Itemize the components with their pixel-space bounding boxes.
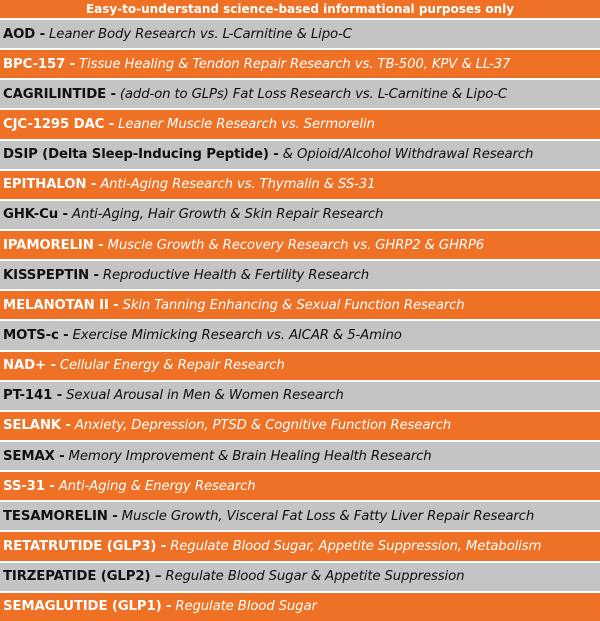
peptide-description: Anxiety, Depression, PTSD & Cognitive Function Research xyxy=(74,418,452,434)
peptide-description: Muscle Growth & Recovery Research vs. GHRP2 & GHRP6 xyxy=(107,237,485,253)
peptide-name: SEMAX - xyxy=(3,448,65,464)
peptide-name: CAGRILINTIDE - xyxy=(3,86,116,102)
peptide-name: CJC-1295 DAC - xyxy=(3,116,115,132)
peptide-row xyxy=(0,20,600,48)
peptide-row xyxy=(0,382,600,410)
peptide-description: Leaner Body Research vs. L-Carnitine & Lipo-C xyxy=(49,26,352,42)
peptide-description: Leaner Muscle Research vs. Sermorelin xyxy=(118,116,375,132)
peptide-name: IPAMORELIN - xyxy=(3,237,104,253)
peptide-row xyxy=(0,110,600,138)
peptide-row xyxy=(0,532,600,560)
peptide-description: Regulate Blood Sugar xyxy=(175,599,317,615)
peptide-name: SEMAGLUTIDE (GLP1) - xyxy=(3,599,172,615)
peptide-row xyxy=(0,442,600,470)
peptide-description: Anti-Aging, Hair Growth & Skin Repair Research xyxy=(71,207,384,223)
peptide-description: Reproductive Health & Fertility Research xyxy=(102,267,369,283)
peptide-name: RETATRUTIDE (GLP3) - xyxy=(3,538,167,554)
peptide-description: Cellular Energy & Repair Research xyxy=(59,358,285,374)
peptide-name: PT-141 - xyxy=(3,388,63,404)
peptide-description: Skin Tanning Enhancing & Sexual Function Research xyxy=(122,297,465,313)
disclaimer-banner: Easy-to-understand science-based informational purposes only xyxy=(0,0,600,18)
peptide-row xyxy=(0,141,600,169)
peptide-description: Anti-Aging Research vs. Thymalin & SS-31 xyxy=(100,177,376,193)
peptide-rows xyxy=(0,20,600,621)
peptide-name: TIRZEPATIDE (GLP2) – xyxy=(3,569,162,585)
peptide-row xyxy=(0,201,600,229)
peptide-description: Tissue Healing & Tendon Repair Research vs. TB-500, KPV & LL-37 xyxy=(79,56,511,72)
peptide-description: Exercise Mimicking Research vs. AICAR & 5-Amino xyxy=(72,327,402,343)
peptide-row xyxy=(0,593,600,621)
peptide-name: DSIP (Delta Sleep-Inducing Peptide) - xyxy=(3,147,279,163)
peptide-row xyxy=(0,321,600,349)
peptide-name: SS-31 - xyxy=(3,478,55,494)
peptide-row xyxy=(0,261,600,289)
peptide-row xyxy=(0,50,600,78)
peptide-description: Memory Improvement & Brain Healing Health Research xyxy=(68,448,432,464)
peptide-description: (add-on to GLPs) Fat Loss Research vs. L-Carnitine & Lipo-C xyxy=(119,86,508,102)
peptide-name: AOD - xyxy=(3,26,46,42)
peptide-name: MELANOTAN II - xyxy=(3,297,119,313)
peptide-row xyxy=(0,171,600,199)
peptide-name: KISSPEPTIN - xyxy=(3,267,99,283)
peptide-description: Regulate Blood Sugar & Appetite Suppression xyxy=(165,569,465,585)
peptide-description: Anti-Aging & Energy Research xyxy=(58,478,256,494)
peptide-description: & Opioid/Alcohol Withdrawal Research xyxy=(282,147,534,163)
peptide-name: NAD+ - xyxy=(3,358,56,374)
peptide-row xyxy=(0,231,600,259)
peptide-name: TESAMORELIN - xyxy=(3,508,118,524)
peptide-description: Muscle Growth, Visceral Fat Loss & Fatty Liver Repair Research xyxy=(121,508,535,524)
peptide-row xyxy=(0,472,600,500)
peptide-name: SELANK - xyxy=(3,418,71,434)
peptide-description: Regulate Blood Sugar, Appetite Suppression, Metabolism xyxy=(170,538,542,554)
peptide-row xyxy=(0,502,600,530)
peptide-name: EPITHALON - xyxy=(3,177,97,193)
peptide-name: BPC-157 - xyxy=(3,56,76,72)
peptide-name: GHK-Cu - xyxy=(3,207,68,223)
peptide-description: Sexual Arousal in Men & Women Research xyxy=(66,388,344,404)
peptide-row xyxy=(0,291,600,319)
peptide-row xyxy=(0,563,600,591)
peptide-row xyxy=(0,412,600,440)
peptide-row xyxy=(0,80,600,108)
peptide-row xyxy=(0,352,600,380)
peptide-name: MOTS-c - xyxy=(3,327,69,343)
